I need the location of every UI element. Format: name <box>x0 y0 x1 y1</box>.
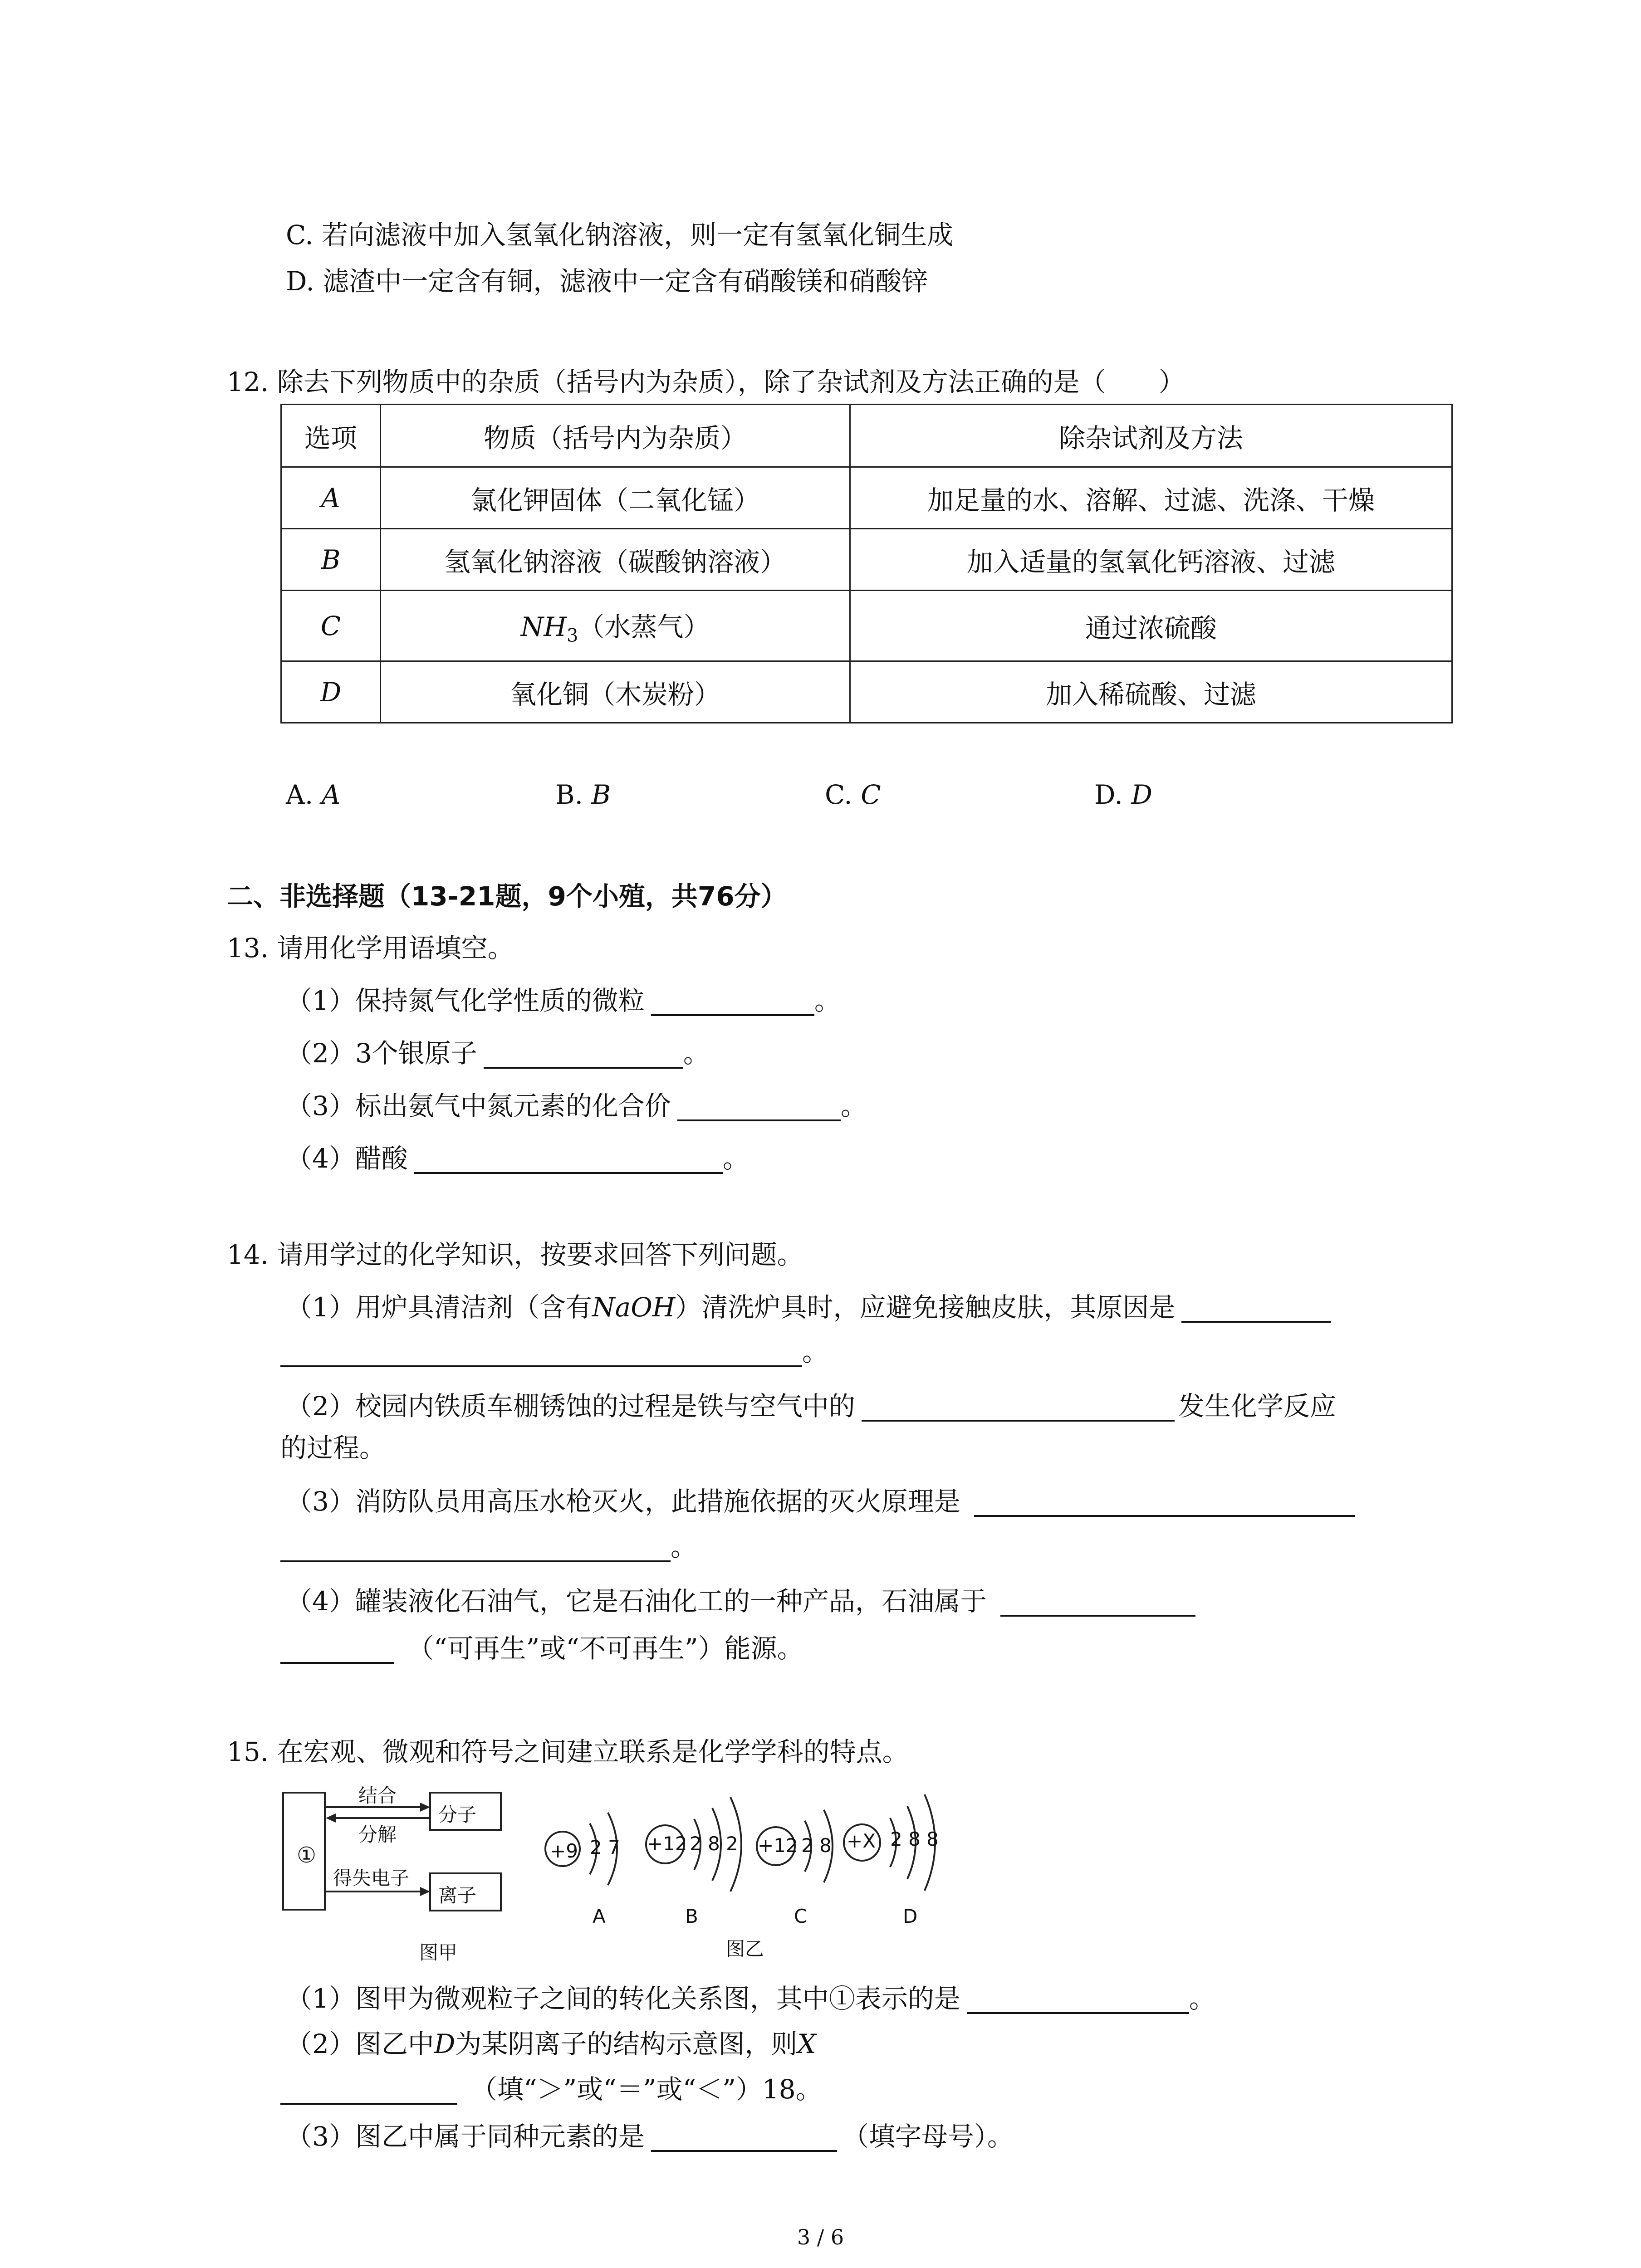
q14-part4-cont <box>280 1630 803 1667</box>
period: 。 <box>814 985 841 1016</box>
answer-blank[interactable] <box>967 1984 1189 2014</box>
table-cell-method: 加足量的水、溶解、过滤、洗涤、干燥 <box>850 467 1452 529</box>
atom-b-label: B <box>685 1905 698 1927</box>
choice-value: D <box>1131 779 1152 810</box>
choice-value: A <box>321 779 341 810</box>
q12-choice-a <box>286 777 341 813</box>
table-row <box>281 467 1452 529</box>
table-row <box>281 591 1452 661</box>
table-cell-method: 加入稀硫酸、过滤 <box>850 661 1452 723</box>
q13-part4-text: （4）醋酸 <box>286 1143 408 1174</box>
q12-choice-d <box>1094 777 1152 813</box>
q15-part2-cont <box>280 2071 822 2107</box>
formula-naoh: NaOH <box>592 1292 676 1323</box>
q15-stem: 15. 在宏观、微观和符号之间建立联系是化学学科的特点。 <box>227 1736 909 1767</box>
q11-option-d: D. 滤渣中一定含有铜，滤液中一定含有硝酸镁和硝酸锌 <box>286 266 928 297</box>
substance-impurity: （水蒸气） <box>578 611 710 642</box>
q15-part2-text-b: 为某阴离子的结构示意图，则 <box>455 2028 798 2059</box>
q12-choice-b <box>555 777 611 813</box>
q15-part2-text: （2）图乙中 <box>286 2028 434 2059</box>
period: 。 <box>802 1336 829 1367</box>
answer-blank[interactable] <box>280 2075 457 2105</box>
answer-blank[interactable] <box>651 2122 837 2152</box>
q14-part2-text-b: 发生化学反应 <box>1178 1391 1336 1422</box>
table-cell-method: 通过浓硫酸 <box>850 591 1452 661</box>
page-number: 3 / 6 <box>797 2225 844 2249</box>
q14-part2 <box>286 1388 1336 1424</box>
atom-c-nucleus: +12 <box>758 1834 798 1857</box>
period: 。 <box>671 1531 697 1562</box>
table-row <box>281 529 1452 591</box>
period: 。 <box>683 1038 710 1069</box>
q14-part2-cont: 的过程。 <box>280 1432 386 1463</box>
q14-part3 <box>286 1483 1355 1520</box>
period: 。 <box>722 1143 749 1174</box>
table-cell-substance: 氯化钾固体（二氧化锰） <box>381 467 850 529</box>
choice-prefix: A. <box>286 779 314 810</box>
formula-subscript: 3 <box>566 625 578 646</box>
q13-part4 <box>286 1140 749 1177</box>
answer-blank[interactable] <box>280 1634 394 1664</box>
q12-table <box>280 404 1453 723</box>
table-header-row <box>281 405 1452 467</box>
q15-part1-text: （1）图甲为微观粒子之间的转化关系图，其中①表示的是 <box>286 1983 960 2014</box>
atom-c-shells: 2 8 <box>801 1834 832 1857</box>
table-cell-substance: 氢氧化钠溶液（碳酸钠溶液） <box>381 529 850 591</box>
q13-part2-text: （2）3个银原子 <box>286 1038 477 1069</box>
table-row <box>281 661 1452 723</box>
fig-circle-one: ① <box>297 1843 317 1868</box>
atom-b-nucleus: +12 <box>647 1833 687 1855</box>
q13-part3-text: （3）标出氨气中氮元素的化合价 <box>286 1090 671 1121</box>
table-cell-method: 加入适量的氢氧化钙溶液、过滤 <box>850 529 1452 591</box>
q14-part4-text: （4）罐装液化石油气，它是石油化工的一种产品，石油属于 <box>286 1586 987 1617</box>
q14-part1-text: （1）用炉具清洁剂（含有 <box>286 1292 592 1323</box>
fig-label-combine: 结合 <box>358 1784 397 1807</box>
atom-d-label: D <box>903 1905 918 1927</box>
q11-option-c: C. 若向滤液中加入氢氧化钠溶液，则一定有氢氧化铜生成 <box>286 220 954 250</box>
atom-a-label: A <box>593 1905 606 1927</box>
q14-part1-cont <box>280 1334 828 1370</box>
q14-part4 <box>286 1583 1195 1619</box>
table-cell-option: A <box>281 467 381 529</box>
answer-blank[interactable] <box>1000 1587 1195 1617</box>
answer-blank[interactable] <box>484 1039 683 1069</box>
table-cell-option: D <box>281 661 381 723</box>
q14-part1 <box>286 1289 1331 1325</box>
q13-part2 <box>286 1035 710 1071</box>
atom-d-nucleus: +X <box>847 1830 876 1852</box>
table-cell-option: B <box>281 529 381 591</box>
q13-part1-text: （1）保持氮气化学性质的微粒 <box>286 985 645 1016</box>
q15-part3 <box>286 2118 1014 2155</box>
answer-blank[interactable] <box>414 1144 723 1174</box>
period: 。 <box>1189 1983 1215 2014</box>
table-header-option: 选项 <box>281 405 381 467</box>
answer-blank[interactable] <box>677 1091 841 1121</box>
answer-blank[interactable] <box>651 986 814 1016</box>
atom-a-nucleus: +9 <box>550 1840 578 1862</box>
table-header-method: 除杂试剂及方法 <box>850 405 1452 467</box>
q15-part3-text-b: （填字母号）。 <box>842 2121 1014 2152</box>
table-cell-substance: 氧化铜（木炭粉） <box>381 661 850 723</box>
fig-box-molecule: 分子 <box>438 1804 477 1826</box>
q15-part1 <box>286 1980 1215 2017</box>
q13-part3 <box>286 1088 867 1124</box>
q15-part2-d: D <box>434 2028 456 2059</box>
figure-jia-lines <box>281 1786 517 1927</box>
choice-value: B <box>591 779 611 810</box>
fig-box-ion: 离子 <box>438 1884 477 1906</box>
answer-blank[interactable] <box>1181 1293 1331 1323</box>
q14-part3-cont <box>280 1529 697 1565</box>
q14-part3-text: （3）消防队员用高压水枪灭火，此措施依据的灭火原理是 <box>286 1486 960 1517</box>
atom-b-shells: 2 8 2 <box>690 1833 738 1855</box>
choice-prefix: B. <box>555 779 583 810</box>
table-header-substance: 物质（括号内为杂质） <box>381 405 850 467</box>
q12-stem: 12. 除去下列物质中的杂质（括号内为杂质），除了杂试剂及方法正确的是（ ） <box>227 367 1185 397</box>
atom-d-shells: 2 8 8 <box>890 1828 939 1850</box>
answer-blank[interactable] <box>280 1337 802 1367</box>
table-cell-option: C <box>281 591 381 661</box>
fig-label-decompose: 分解 <box>358 1823 397 1846</box>
q12-choice-c <box>825 777 881 813</box>
q14-part2-text: （2）校园内铁质车棚锈蚀的过程是铁与空气中的 <box>286 1391 855 1422</box>
atom-c-label: C <box>794 1905 808 1927</box>
q15-part3-text: （3）图乙中属于同种元素的是 <box>286 2121 645 2152</box>
answer-blank[interactable] <box>280 1532 671 1562</box>
answer-blank[interactable] <box>974 1487 1355 1517</box>
formula-nh: NH <box>520 611 567 642</box>
q15-part2 <box>286 2026 816 2062</box>
q14-part1-text-b: ）清洗炉具时，应避免接触皮肤，其原因是 <box>675 1292 1176 1323</box>
choice-prefix: D. <box>1094 779 1123 810</box>
choice-prefix: C. <box>825 779 852 810</box>
section-title: 二、非选择题（13-21题，9个小殖，共76分） <box>227 881 787 912</box>
q14-part4-text-b: （“可再生”或“不可再生”）能源。 <box>407 1633 803 1664</box>
fig-label-gain-lose: 得失电子 <box>333 1867 410 1889</box>
answer-blank[interactable] <box>862 1392 1175 1422</box>
fig-caption-jia: 图甲 <box>419 1941 458 1964</box>
q15-part2-x: X <box>797 2028 816 2059</box>
q15-part2-text-c: （填“＞”或“＝”或“＜”）18。 <box>471 2074 822 2105</box>
atom-a-shells: 2 7 <box>590 1836 620 1858</box>
table-cell-substance <box>381 591 850 661</box>
q14-stem: 14. 请用学过的化学知识，按要求回答下列问题。 <box>227 1239 803 1270</box>
period: 。 <box>840 1090 867 1121</box>
fig-caption-yi: 图乙 <box>726 1938 764 1960</box>
choice-value: C <box>861 779 881 810</box>
q13-stem: 13. 请用化学用语填空。 <box>227 933 514 963</box>
q13-part1 <box>286 982 841 1019</box>
